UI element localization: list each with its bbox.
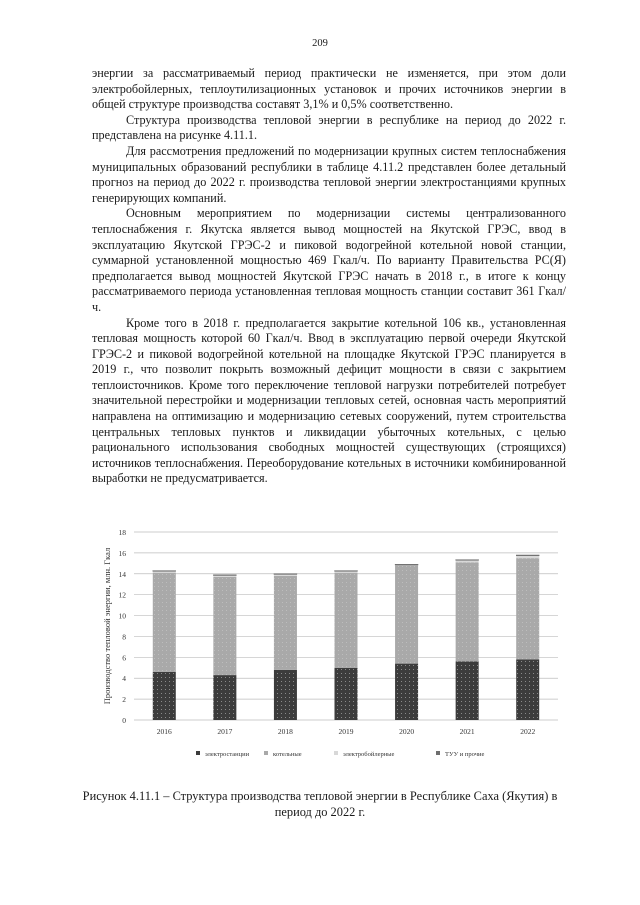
paragraph-5: Кроме того в 2018 г. предполагается закрытие котельной 106 кв., установленная тепловая мощность которой 60 Гкал/ч. Ввод в эксплуатацию первой очереди Якутской ГРЭС-2 и пиковой водогрейной котельной на площадке Якутской ГРЭС планируется в 2019 г., что позволит покрыть возможный дефицит мощности в связи с закрытием теплоисточников. Кроме того переключение тепловой нагрузки потребителей потребует значительной перестройки и модернизации тепловых сетей, основная часть мероприятий направлена на оптимизацию и модернизацию сетевых сооружений, путем строительства центральных тепловых пунктов и ликвидации убыточных котельных, с целью рационального использования свободных мощностей существующих (строящихся) источников теплоснабжения. Переоборудование котельных в источники комбинированной выработки не предусматривается. <box>92 315 566 486</box>
stacked-bar-chart <box>96 520 566 780</box>
paragraph-3: Для рассмотрения предложений по модернизации крупных систем теплоснабжения муниципальных образований республики в таблице 4.11.2 представлен более детальный прогноз на период до 2022 г. производства тепловой энергии электростанциями крупных генерирующих компаний. <box>92 143 566 205</box>
x-tick-label: 2022 <box>520 727 536 736</box>
bar-электростанции-2016 <box>153 672 176 720</box>
legend-label-0: электростанции <box>205 751 250 758</box>
bar-котельные-2016 <box>153 573 176 672</box>
paragraph-4: Основным мероприятием по модернизации системы централизованного теплоснабжения г. Якутска является вывод мощностей на Якутской ГРЭС, ввод в эксплуатацию Якутской ГРЭС-2 и пиковой водогрейной котельной новой станции, суммарной установленной мощностью 469 Гкал/ч. По варианту Правительства РС(Я) предполагается вывод мощностей Якутской ГРЭС начать в 2018 г., в итоге к концу рассматриваемого периода установленная тепловая мощность станции составит 361 Гкал/ч. <box>92 206 566 314</box>
body-text <box>92 66 566 487</box>
y-tick-label: 12 <box>118 590 126 600</box>
bar-ТУУ и прочие-2017 <box>213 575 236 576</box>
bar-электробойлерные-2022 <box>516 556 539 559</box>
bar-ТУУ и прочие-2019 <box>334 571 357 572</box>
bar-котельные-2022 <box>516 558 539 659</box>
bar-электростанции-2018 <box>274 670 297 720</box>
legend-swatch-3 <box>436 751 440 755</box>
bar-котельные-2018 <box>274 576 297 670</box>
bar-котельные-2017 <box>213 577 236 675</box>
y-axis-label: Производство тепловой энергии, млн. Гкал <box>102 547 112 705</box>
bar-электростанции-2017 <box>213 675 236 720</box>
y-tick-label: 8 <box>122 632 126 642</box>
page-number: 209 <box>312 38 328 49</box>
bar-ТУУ и прочие-2020 <box>395 564 418 565</box>
bar-ТУУ и прочие-2022 <box>516 555 539 556</box>
bar-ТУУ и прочие-2021 <box>456 560 479 561</box>
bar-электростанции-2019 <box>334 668 357 720</box>
y-tick-label: 2 <box>122 695 126 705</box>
legend-label-1: котельные <box>273 751 302 758</box>
bar-электростанции-2020 <box>395 664 418 720</box>
y-tick-label: 16 <box>118 548 126 558</box>
y-tick-label: 18 <box>118 528 126 537</box>
bar-котельные-2019 <box>334 573 357 668</box>
x-tick-label: 2016 <box>156 727 172 736</box>
bar-электробойлерные-2021 <box>456 560 479 562</box>
y-tick-label: 10 <box>118 611 126 621</box>
figure <box>96 520 566 780</box>
legend-swatch-1 <box>264 751 268 755</box>
y-tick-label: 14 <box>118 569 126 579</box>
x-tick-label: 2019 <box>338 727 354 736</box>
legend-swatch-0 <box>196 751 200 755</box>
figure-caption: Рисунок 4.11.1 – Структура производства тепловой энергии в Республике Саха (Якутия) в период до 2022 г. <box>82 789 558 819</box>
bar-электростанции-2021 <box>456 662 479 720</box>
bar-электростанции-2022 <box>516 659 539 720</box>
legend-label-2: электробойлерные <box>343 751 395 758</box>
y-tick-label: 6 <box>122 653 126 663</box>
y-tick-label: 4 <box>122 674 126 684</box>
x-tick-label: 2021 <box>459 727 475 736</box>
legend-label-3: ТУУ и прочие <box>445 751 485 758</box>
x-tick-label: 2018 <box>277 727 293 736</box>
y-tick-label: 0 <box>122 716 126 725</box>
paragraph-1: энергии за рассматриваемый период практически не изменяется, при этом доли электробойлерных, теплоутилизационных установок и прочих источников энергии в общей структуре производства составят 3,1% и 0,5% соответственно. <box>92 66 566 112</box>
bar-ТУУ и прочие-2016 <box>153 571 176 572</box>
paragraph-2: Структура производства тепловой энергии в республике на период до 2022 г. представлена на рисунке 4.11.1. <box>92 112 566 143</box>
x-tick-label: 2020 <box>399 727 415 736</box>
bar-котельные-2020 <box>395 565 418 663</box>
bar-ТУУ и прочие-2018 <box>274 574 297 575</box>
legend-swatch-2 <box>334 751 338 755</box>
bar-котельные-2021 <box>456 562 479 661</box>
x-tick-label: 2017 <box>217 727 233 736</box>
